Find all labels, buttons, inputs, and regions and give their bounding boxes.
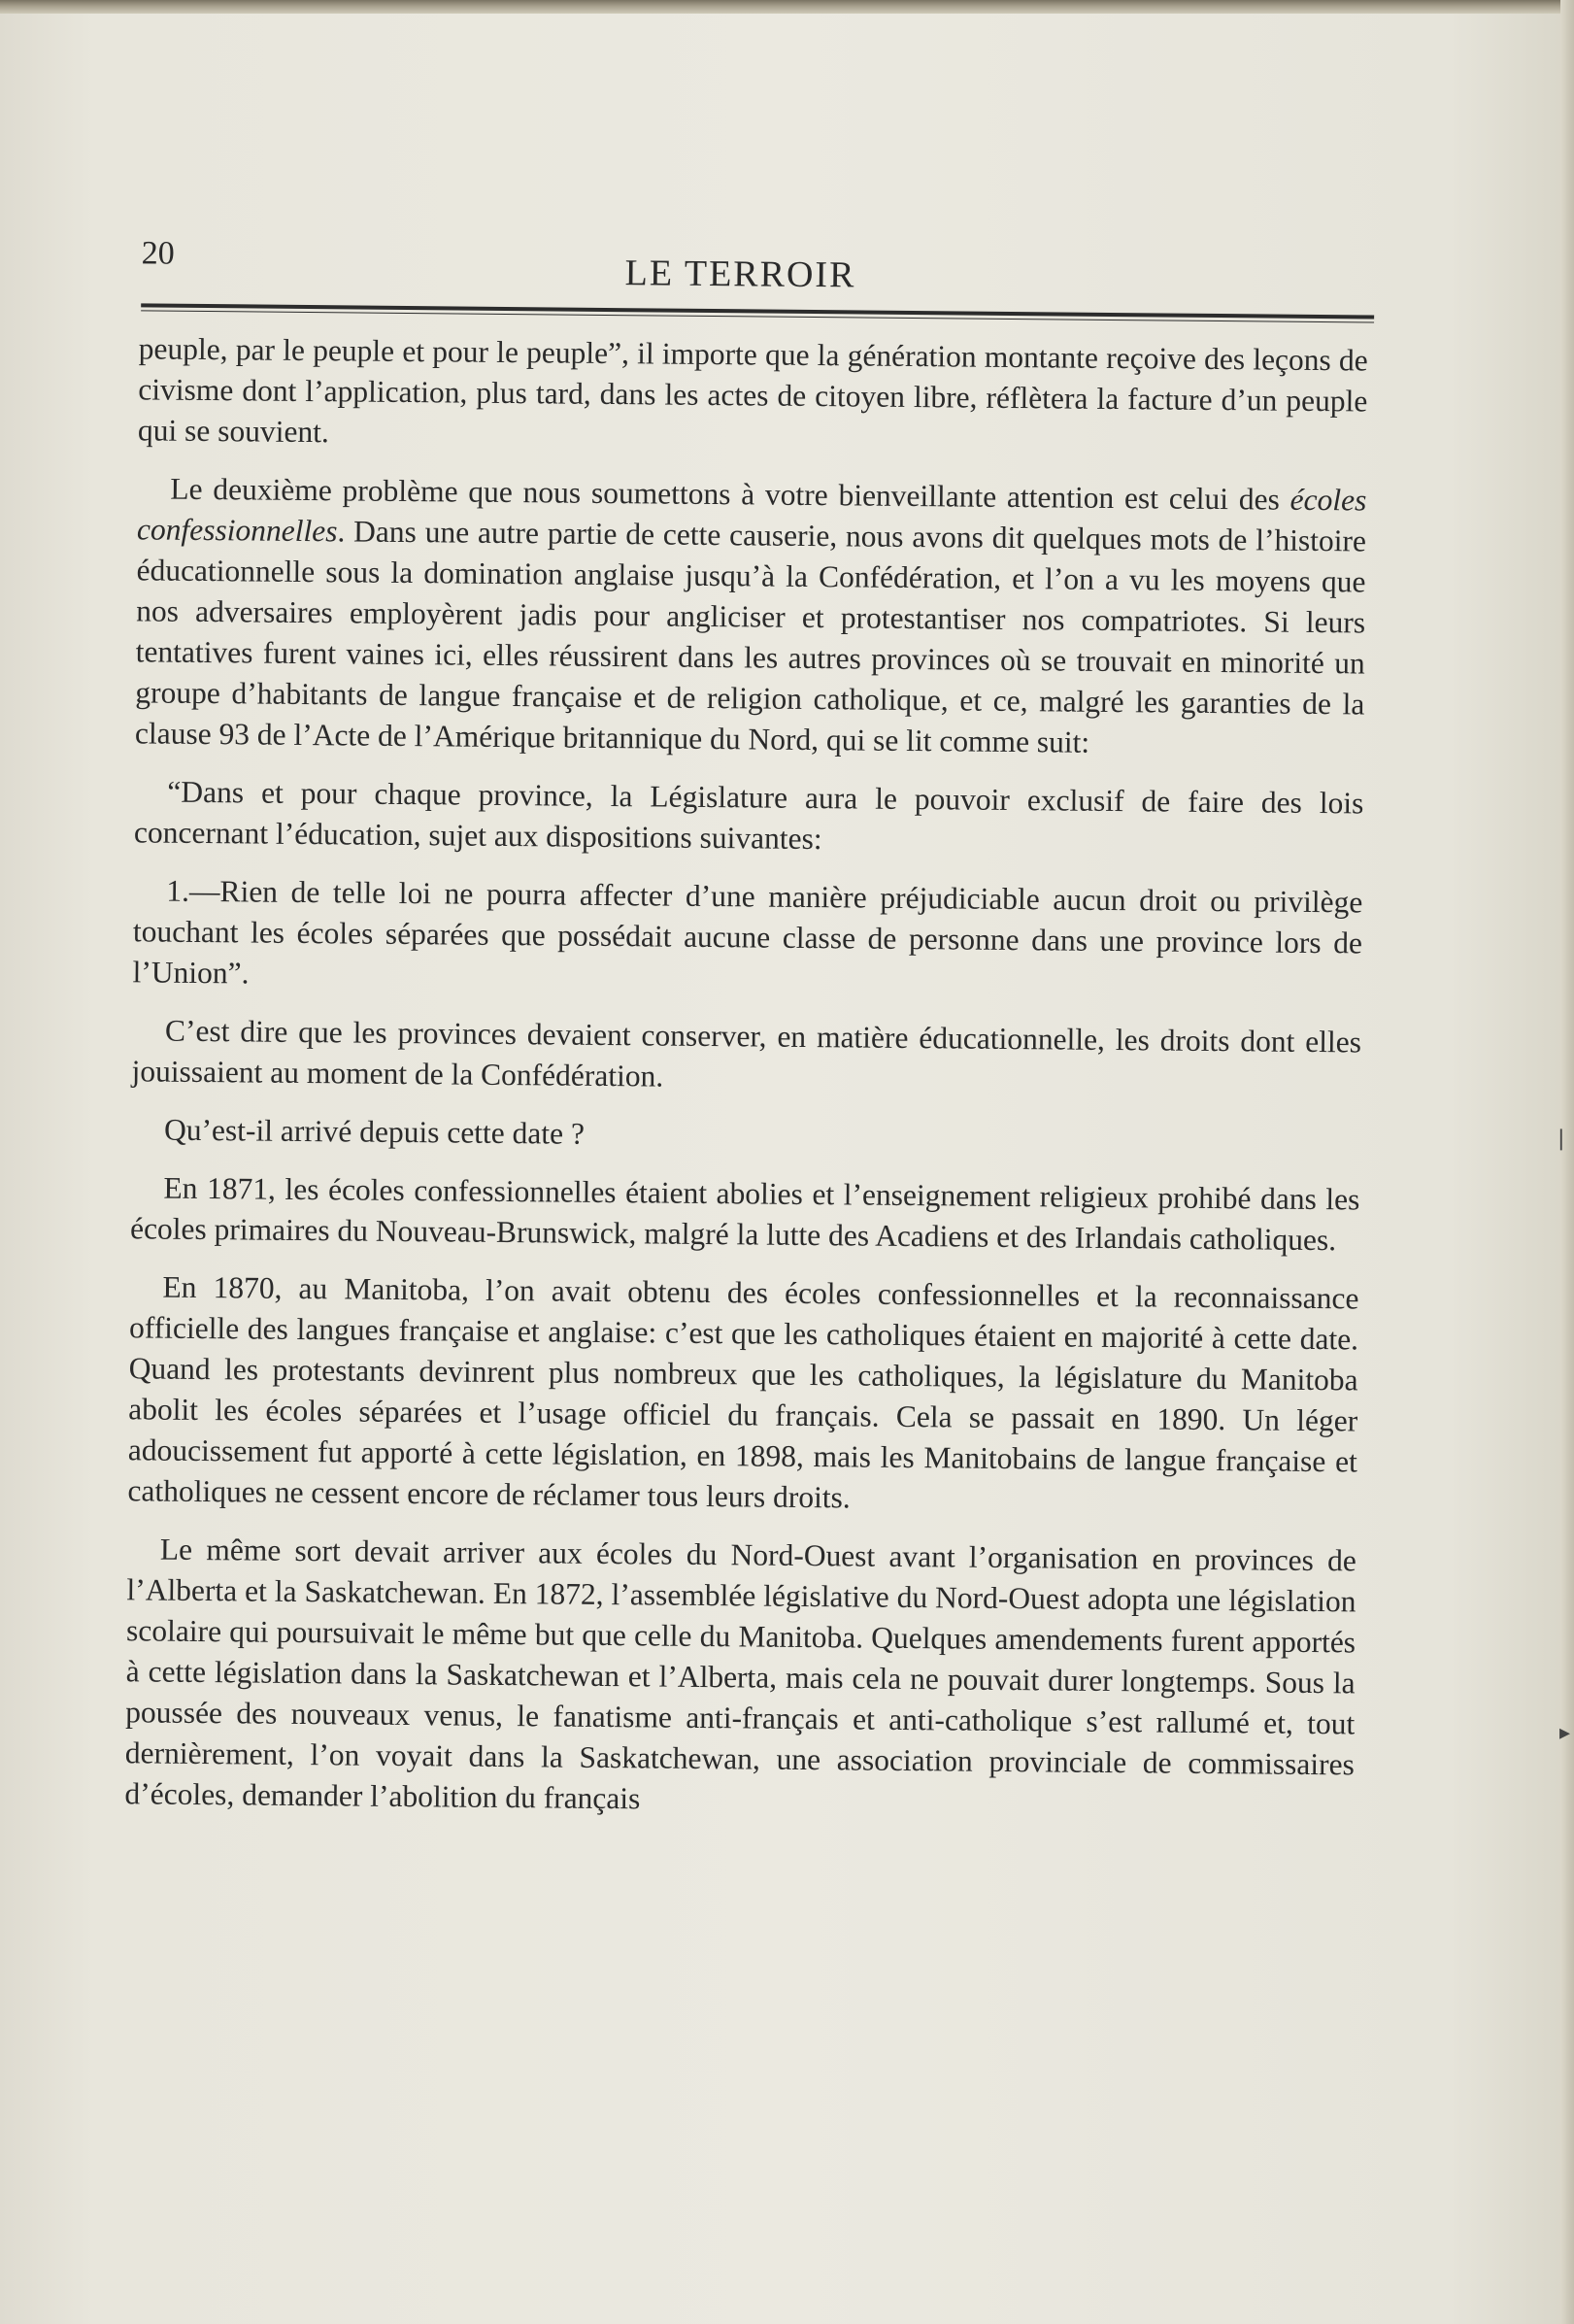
page-number: 20 [141, 235, 175, 272]
quote-paragraph: “Dans et pour chaque province, la Législature aura le pouvoir exclusif de faire des lois concernant l’éducation, sujet aux dispositions suivantes: [133, 774, 1364, 857]
paragraph: En 1871, les écoles confessionnelles étaient abolies et l’enseignement religieux prohibé dans les écoles primaires du Nouveau-Brunswick, malgré la lutte des Acadiens et des Irlandais catholiques. [129, 1170, 1360, 1258]
body-text [89, 328, 1368, 1826]
paragraph: En 1870, au Manitoba, l’on avait obtenu des écoles confessionnelles et la reconnaissance officielle des langues française et anglaise: c’est que les catholiques étaient en majorité à cette date. Quand les protestants devinrent plus nombreux que les catholiques, la législature du Manitoba abolit les écoles séparées et l’usage officiel du français. Cela se passait en 1890. Un léger adoucissement fut apporté à cette législation, en 1898, mais les Manitobains de langue française et catholiques ne cessent encore de réclamer tous leurs droits. [127, 1269, 1359, 1515]
paper-edge-right [1560, 0, 1574, 2324]
binding-edge-top [0, 0, 1574, 14]
running-head [104, 223, 1377, 304]
paragraph-text: . Dans une autre partie de cette causerie, nous avons dit quelques mots de l’histoire éducationnelle sous la domination anglaise jusqu’à la Confédération, et l’on a vu les moyens que nos adversaires employèrent jadis pour angliciser et protestantiser nos compatriotes. Si leurs tentatives furent vaines ici, elles réussirent dans les autres provinces où se trouvait en minorité un groupe d’habitants de langue française et de religion catholique, et ce, malgré les garanties de la clause 93 de l’Acte de l’Amérique britannique du Nord, qui se lit comme suit: [134, 514, 1367, 759]
paragraph: Le même sort devait arriver aux écoles du Nord-Ouest avant l’organisation en provinces de l’Alberta et la Saskatchewan. En 1872, l’assemblée législative du Nord-Ouest adopta une législation scolaire qui poursuivait le même but que celle du Manitoba. Quelques amendements furent apportés à cette législation dans la Saskatchewan et l’Alberta, mais cela ne pouvait durer longtemps. Sous la poussée des nouveaux venus, le fanatisme anti-français et anti-catholique s’est rallumé et, tout dernièrement, l’on voyait dans la Saskatchewan, une association provinciale de commissaires d’écoles, demander l’abolition du français [124, 1532, 1357, 1816]
margin-mark: ❘ [1552, 1127, 1570, 1151]
paragraph: peuple, par le peuple et pour le peuple”, il importe que la génération montante reçoive des leçons de civisme dont l’application, plus tard, dans les actes de citoyen libre, réflètera la facture d’un peuple qui se souvient. [137, 331, 1368, 450]
paragraph: Qu’est-il arrivé depuis cette date ? [163, 1112, 586, 1151]
paragraph-text: Le deuxième problème que nous soumettons à votre bienveillante attention est celui des [170, 471, 1290, 517]
paragraph: C’est dire que les provinces devaient conserver, en matière éducationnelle, les droits dont elles jouissaient au moment de la Confédération. [131, 1013, 1362, 1094]
running-title: LE TERROIR [624, 253, 856, 296]
paragraph [135, 468, 1367, 765]
margin-mark: ▸ [1558, 1721, 1570, 1745]
emphasis-text: écoles confessionnelles [136, 482, 1367, 549]
printed-page [89, 223, 1377, 1843]
quote-paragraph: 1.—Rien de telle loi ne pourra affecter d’une manière préjudiciable aucun droit ou privilège touchant les écoles séparées que possédait aucune classe de personne dans une province lors de l’Union”. [132, 873, 1363, 991]
header-rule [141, 303, 1374, 322]
